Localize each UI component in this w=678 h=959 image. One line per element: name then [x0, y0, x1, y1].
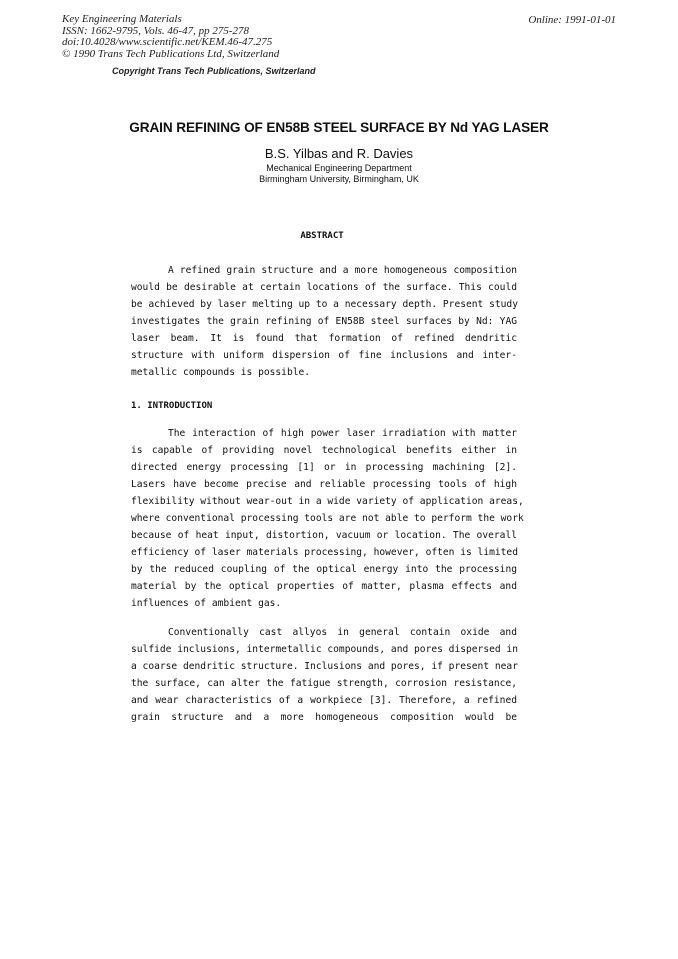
text-line: because of heat input, distortion, vacuum or location. The overall — [131, 530, 517, 541]
affiliation-department: Mechanical Engineering Department — [266, 163, 412, 173]
text-line: structure with uniform dispersion of fine inclusions and inter- — [131, 350, 517, 361]
text-line: influences of ambient gas. — [131, 598, 282, 609]
authors: B.S. Yilbas and R. Davies — [264, 146, 414, 161]
text-line: grain structure and a more homogeneous composition would be — [131, 712, 517, 723]
text-line: is capable of providing novel technological benefits either in — [131, 445, 517, 456]
text-line: sulfide inclusions, intermetallic compounds, and pores dispersed in — [131, 644, 518, 655]
text-line: metallic compounds is possible. — [131, 367, 311, 378]
text-line: directed energy processing [1] or in processing machining [2]. — [131, 462, 517, 473]
abstract-paragraph — [131, 262, 517, 381]
introduction-paragraph-2 — [131, 624, 517, 726]
text-line: flexibility without wear-out in a wide variety of application areas, — [131, 496, 524, 507]
doi-link[interactable]: doi:10.4028/www.scientific.net/KEM.46-47.275 — [62, 36, 273, 48]
abstract-heading: ABSTRACT — [300, 231, 344, 241]
copyright-stamp: Copyright Trans Tech Publications, Switzerland — [112, 66, 316, 76]
section-heading-introduction: 1. INTRODUCTION — [131, 401, 213, 411]
text-line: be achieved by laser melting up to a necessary depth. Present study — [131, 299, 518, 310]
text-line: by the reduced coupling of the optical energy into the processing — [131, 564, 517, 575]
text-line: and wear characteristics of a workpiece [3]. Therefore, a refined — [131, 695, 517, 706]
text-line: The interaction of high power laser irradiation with matter — [168, 428, 517, 439]
text-line: a coarse dendritic structure. Inclusions and pores, if present near — [131, 661, 518, 672]
text-line: Lasers have become precise and reliable processing tools of high — [131, 479, 517, 490]
publisher-copyright: © 1990 Trans Tech Publications Ltd, Switzerland — [62, 47, 280, 60]
text-line: material by the optical properties of matter, plasma effects and — [131, 581, 517, 592]
text-line: would be desirable at certain locations of the surface. This could — [131, 282, 517, 293]
text-line: A refined grain structure and a more homogeneous composition — [168, 265, 517, 276]
online-date: Online: 1991-01-01 — [528, 14, 616, 26]
paper-title: GRAIN REFINING OF EN58B STEEL SURFACE BY Nd YAG LASER — [129, 120, 549, 135]
text-line: Conventionally cast allyos in general contain oxide and — [168, 627, 517, 638]
introduction-paragraph-1 — [131, 425, 524, 612]
text-line: where conventional processing tools are not able to perform the work — [131, 513, 524, 524]
text-line: laser beam. It is found that formation of refined dendritic — [131, 333, 517, 344]
journal-name: Key Engineering Materials — [62, 13, 182, 25]
text-line: the surface, can alter the fatigue strength, corrosion resistance, — [131, 678, 517, 689]
text-line: efficiency of laser materials processing, however, often is limited — [131, 547, 518, 558]
text-line: investigates the grain refining of EN58B steel surfaces by Nd: YAG — [131, 316, 517, 327]
affiliation-university: Birmingham University, Birmingham, UK — [259, 174, 419, 184]
issn-volume-pages: ISSN: 1662-9795, Vols. 46-47, pp 275-278 — [62, 24, 249, 37]
journal-metadata — [62, 14, 279, 60]
